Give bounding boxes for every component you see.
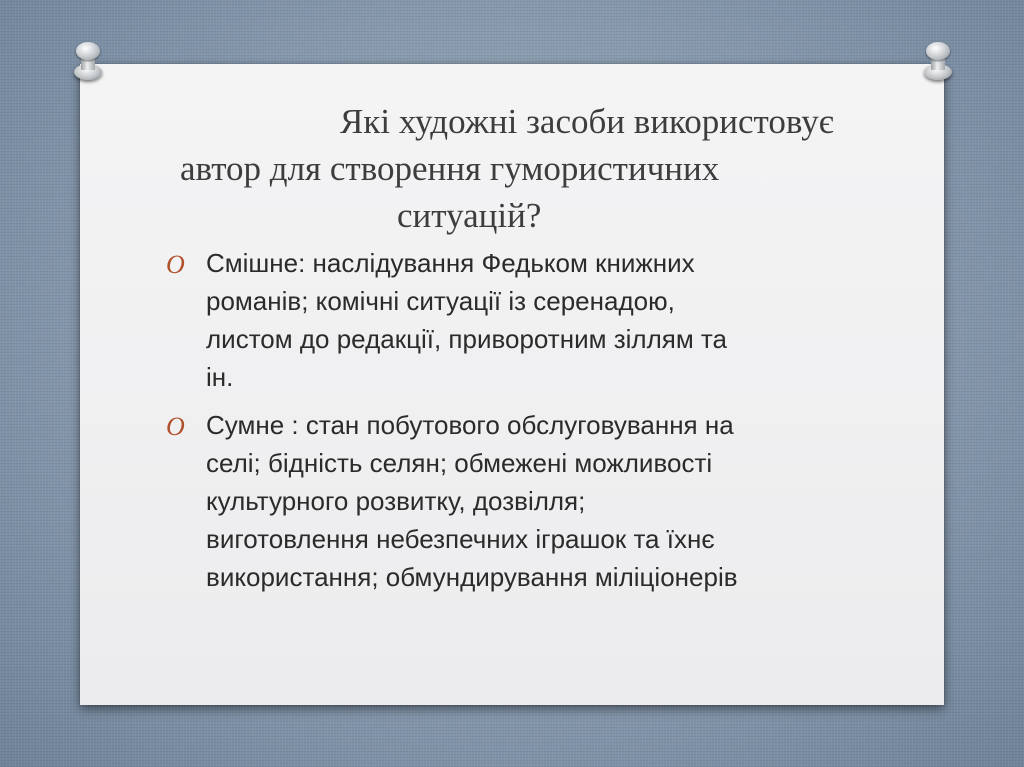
title-line-2: автор для створення гумористичних (180, 149, 720, 188)
bullet-list (166, 244, 866, 606)
bullet-item (166, 244, 866, 396)
title-line-1: Які художні засоби використовує (340, 102, 834, 141)
slide-title (140, 98, 880, 239)
bullet-text: Сумне : стан побутового обслуговування на селі; бідність селян; обмежені можливості культурного розвитку, дозвілля; виготовлення небезпечних іграшок та їхнє використання; обмундирування міліціонерів (206, 410, 738, 592)
bullet-item (166, 406, 866, 596)
bullet-marker-icon: O (166, 250, 185, 279)
bullet-text: Смішне: наслідування Федьком книжних романів; комічні ситуації із серенадою, листом до редакції, приворотним зіллям та ін. (206, 248, 727, 392)
bullet-marker-icon: O (166, 412, 185, 441)
pushpin-icon (72, 42, 104, 82)
title-line-3: ситуацій? (397, 196, 542, 235)
pushpin-icon (922, 42, 954, 82)
